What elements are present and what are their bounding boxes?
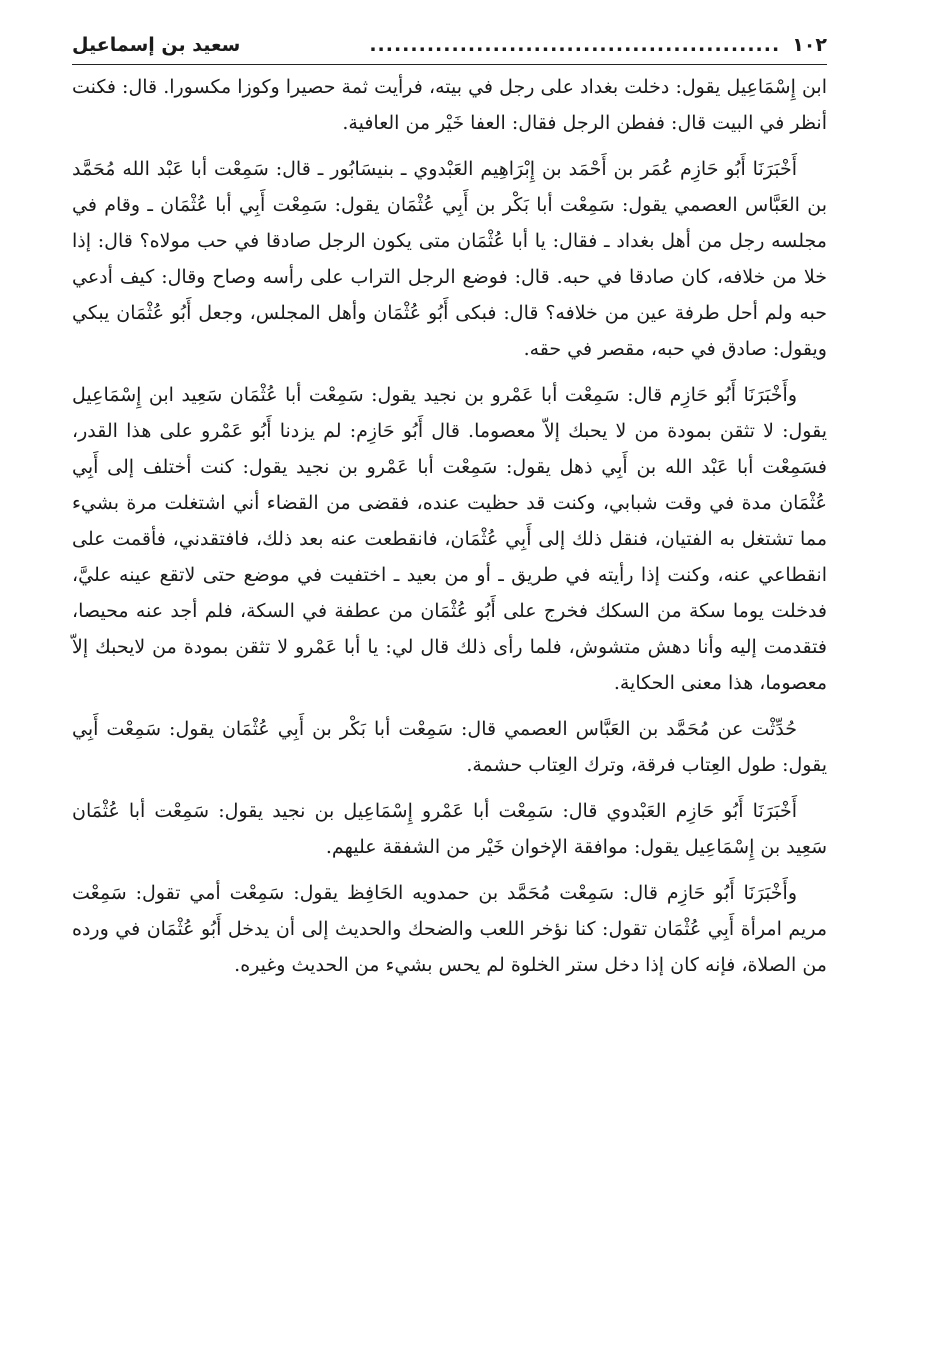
paragraph-6: وأَخْبَرَنَا أَبُو حَازِم قال: سَمِعْت مُحَمَّد بن حمدويه الحَافِظ يقول: سَمِعْت أمي تقول: سَمِعْت مريم امرأة أَبِي عُثْمَان تقول: كنا نؤخر اللعب والضحك والحديث إلى أن يدخل أَبُو عُثْمَان في ورده من الصلاة، فإنه كان إذا دخل ستر الخلوة لم يحس بشيء من الحديث وغيره. (72, 882, 827, 976)
paragraph-1: ابن إِسْمَاعِيل يقول: دخلت بغداد على رجل في بيته، فرأيت ثمة حصيرا وكوزا مكسورا. قال: فكنت أنظر في البيت قال: ففطن الرجل فقال: العفا خَيْر من العافية. (72, 76, 827, 134)
paragraph-3: وأَخْبَرَنَا أَبُو حَازِم قال: سَمِعْت أبا عَمْرو بن نجيد يقول: سَمِعْت أبا عُثْمَان سَعِيد ابن إِسْمَاعِيل يقول: لا تثقن بمودة من لا يحبك إلاّ معصوما. قال أَبُو حَازِم: لم يزدنا أَبُو عَمْرو على هذا القدر، فسَمِعْت أبا عَبْد الله بن أَبِي ذهل يقول: سَمِعْت أبا عَمْرو بن نجيد يقول: كنت أختلف إلى أَبِي عُثْمَان مدة في وقت شبابي، وكنت قد حظيت عنده، فقضى من القضاء أني اشتغلت مرة بشيء مما تشتغل به الفتيان، فنقل ذلك إلى أَبِي عُثْمَان، فانقطعت عنه بعد ذلك، فافتقدني، فأقمت على انقطاعي عنه، وكنت إذا رأيته في طريق ـ أو من بعيد ـ اختفيت في موضع حتى لاتقع عينه عليَّ، فدخلت يوما سكة من السكك فخرج على أَبُو عُثْمَان من عطفة في السكة، فلم أجد عنه محيصا، فتقدمت إليه وأنا دهش متشوش، فلما رأى ذلك قال لي: يا أبا عَمْرو لا تثقن بمودة من لايحبك إلاّ معصوما، هذا معنى الحكاية. (72, 384, 827, 694)
paragraph-2: أَخْبَرَنَا أَبُو حَازِم عُمَر بن أَحْمَد بن إِبْرَاهِيم العَبْدوي ـ بنيسَابُور ـ قال: سَمِعْت أبا عَبْد الله مُحَمَّد بن العَبَّاس العصمي يقول: سَمِعْت أبا بَكْر بن أَبِي عُثْمَان يقول: سَمِعْت أَبِي أبا عُثْمَان ـ وقام في مجلسه رجل من أهل بغداد ـ فقال: يا أبا عُثْمَان متى يكون الرجل صادقا في حب مولاه؟ قال: إذا خلا من خلافه، كان صادقا في حبه. قال: فوضع الرجل التراب على رأسه وصاح وقال: كيف أدعي حبه ولم أحل طرفة عين من خلافه؟ قال: فبكى أَبُو عُثْمَان وأهل المجلس، وجعل أَبُو عُثْمَان يبكي ويقول: صادق في حبه، مقصر في حقه. (72, 158, 827, 360)
header-rule (72, 64, 827, 65)
body-text (72, 69, 827, 983)
dotted-leader: .................................................. (369, 34, 781, 56)
paragraph-4: حُدِّثْت عن مُحَمَّد بن العَبَّاس العصمي قال: سَمِعْت أبا بَكْر بن أَبِي عُثْمَان يقول: سَمِعْت أَبِي يقول: طول العِتاب فرقة، وترك العِتاب حشمة. (72, 718, 827, 776)
page-header (72, 28, 827, 62)
paragraph-5: أَخْبَرَنَا أَبُو حَازِم العَبْدوي قال: سَمِعْت أبا عَمْرو إِسْمَاعِيل بن نجيد يقول: سَمِعْت أبا عُثْمَان سَعِيد بن إِسْمَاعِيل يقول: موافقة الإخوان خَيْر من الشفقة عليهم. (72, 800, 827, 858)
running-title: سعيد بن إسماعيل (72, 34, 241, 56)
book-page (72, 28, 827, 993)
page-number: ١٠٢ (792, 34, 827, 56)
